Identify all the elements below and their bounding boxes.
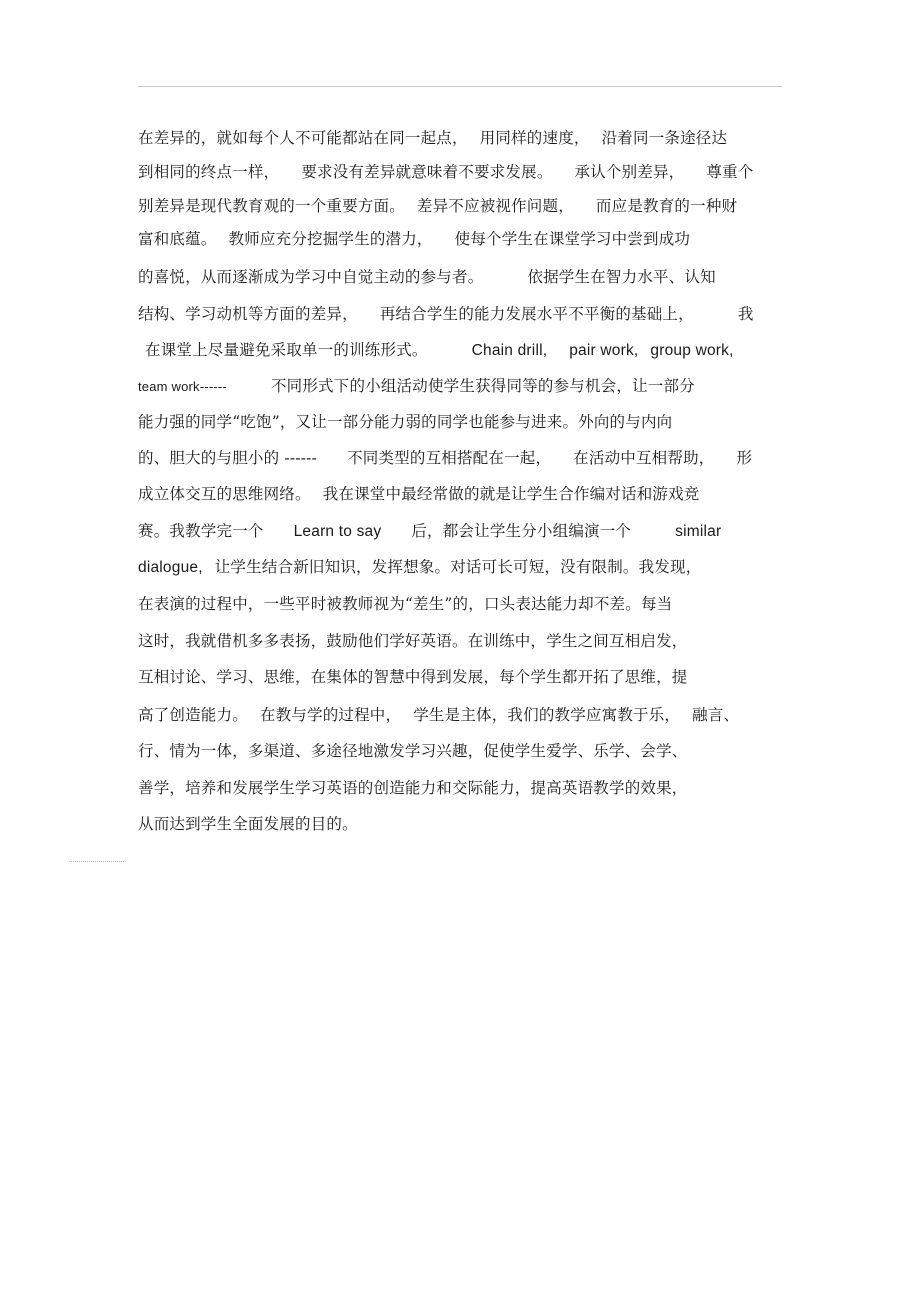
text-segment: 教师应充分挖掘学生的潜力， (228, 230, 433, 248)
text-segment: 成立体交互的思维网络。 (138, 485, 311, 503)
text-segment: 的喜悦，从而逐渐成为学习中自觉主动的参与者。 (138, 268, 484, 286)
text-segment: 而应是教育的一种财 (595, 197, 738, 215)
text-segment: 高了创造能力。 (138, 706, 248, 724)
text-line-7 (145, 339, 795, 362)
text-segment: 互相讨论、学习、思维，在集体的智慧中得到发展，每个学生都开拓了思维，提 (138, 668, 688, 686)
text-segment: 要求没有差异就意味着不要求发展。 (301, 163, 553, 181)
text-segment-latin: similar (675, 523, 722, 540)
text-segment: 使每个学生在课堂学习中尝到成功 (454, 230, 691, 248)
text-line-10 (138, 447, 788, 469)
text-segment: 尊重个 (706, 163, 754, 181)
text-line-18 (138, 740, 788, 762)
text-line-20 (138, 813, 788, 835)
text-line-9 (138, 411, 788, 433)
text-line-13 (138, 556, 788, 579)
text-segment: 依据学生在智力水平、认知 (527, 268, 716, 286)
text-segment: 在差异的，就如每个人不可能都站在同一起点， (138, 129, 468, 147)
text-segment: 不同形式下的小组活动使学生获得同等的参与机会，让一部分 (270, 377, 695, 395)
text-line-5 (138, 266, 788, 288)
text-segment: 结构、学习动机等方面的差异， (138, 305, 358, 323)
header-divider (138, 86, 782, 87)
text-line-15 (138, 630, 788, 652)
text-segment: 在表演的过程中，一些平时被教师视为“差生”的，口头表达能力却不差。每当 (138, 595, 673, 613)
text-segment: 在课堂上尽量避免采取单一的训练形式。 (145, 341, 428, 359)
text-segment: 差异不应被视作问题， (416, 197, 574, 215)
text-segment: 赛。我教学完一个 (138, 522, 264, 540)
text-segment-latin: team work------ (138, 379, 227, 394)
text-segment: 形 (736, 449, 753, 467)
text-line-14 (138, 593, 788, 615)
text-segment: 我 (737, 305, 754, 323)
text-segment-latin: Learn to say (293, 523, 382, 540)
text-segment-latin: Chain drill, (471, 342, 548, 359)
text-segment-latin: pair work, (569, 342, 639, 359)
text-line-4 (138, 228, 788, 250)
text-line-2 (138, 161, 788, 183)
text-line-17 (138, 704, 788, 726)
text-segment: 的、胆大的与胆小的 ------ (138, 449, 318, 467)
text-segment: 行、情为一体，多渠道、多途径地激发学习兴趣，促使学生爱学、乐学、会学、 (138, 742, 688, 760)
text-segment: 承认个别差异， (574, 163, 685, 181)
text-segment: 到相同的终点一样， (138, 163, 280, 181)
text-segment-latin: dialogue, (138, 559, 203, 576)
text-segment: 从而达到学生全面发展的目的。 (138, 815, 358, 833)
text-segment: 融言、 (692, 706, 740, 724)
text-segment: 让学生结合新旧知识，发挥想象。对话可长可短，没有限制。我发现， (214, 558, 702, 576)
text-line-11 (138, 483, 788, 505)
text-segment: 在教与学的过程中， (259, 706, 402, 724)
text-segment: 沿着同一条途径达 (601, 129, 728, 147)
text-segment: 用同样的速度， (479, 129, 590, 147)
text-line-6 (138, 303, 788, 325)
text-line-8 (138, 375, 788, 398)
text-segment: 我在课堂中最经常做的就是让学生合作编对话和游戏竞 (322, 485, 700, 503)
text-segment: 能力强的同学“吃饱”，又让一部分能力弱的同学也能参与进来。外向的与内向 (138, 413, 673, 431)
text-segment: 这时，我就借机多多表扬，鼓励他们学好英语。在训练中，学生之间互相启发， (138, 632, 688, 650)
text-segment: 不同类型的互相搭配在一起， (347, 449, 552, 467)
text-segment: 在活动中互相帮助， (573, 449, 715, 467)
text-line-19 (138, 777, 788, 799)
footer-mark (69, 861, 124, 862)
text-segment: 再结合学生的能力发展水平不平衡的基础上， (379, 305, 694, 323)
text-line-16 (138, 666, 788, 688)
text-segment: 别差异是现代教育观的一个重要方面。 (138, 197, 405, 215)
text-segment: 富和底蕴。 (138, 230, 217, 248)
text-line-12 (138, 520, 788, 543)
text-segment-latin: group work, (650, 342, 734, 359)
text-line-1 (138, 127, 788, 149)
text-segment: 善学，培养和发展学生学习英语的创造能力和交际能力，提高英语教学的效果， (138, 779, 688, 797)
text-segment: 后，都会让学生分小组编演一个 (411, 522, 632, 540)
text-line-3 (138, 195, 788, 217)
text-segment: 学生是主体，我们的教学应寓教于乐， (413, 706, 681, 724)
